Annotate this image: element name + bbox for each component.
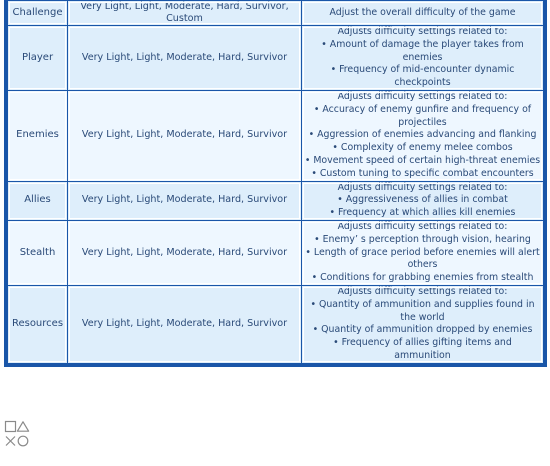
description-heading: Adjust the overall difficulty of the game bbox=[329, 7, 516, 18]
description-bullet: • Accuracy of enemy gunfire and frequency of projectiles bbox=[313, 103, 532, 128]
square-shape bbox=[6, 422, 16, 432]
setting-description-cell bbox=[302, 221, 543, 285]
description-bullet: • Frequency at which allies kill enemies bbox=[329, 207, 516, 219]
description-heading: Adjusts difficulty settings related to: bbox=[337, 181, 508, 193]
setting-levels-cell: Very Light, Light, Moderate, Hard, Survivor bbox=[68, 91, 301, 181]
cross-shape bbox=[6, 437, 15, 446]
setting-levels-cell: Very Light, Light, Moderate, Hard, Survivor bbox=[68, 221, 301, 285]
description-heading: Adjusts difficulty settings related to: bbox=[337, 90, 508, 102]
setting-name-cell: Challenge bbox=[8, 1, 67, 25]
table-row bbox=[8, 182, 543, 220]
setting-name-cell: Resources bbox=[8, 286, 67, 363]
table-row bbox=[8, 1, 543, 25]
description-bullet: • Frequency of allies gifting items and ammunition bbox=[333, 337, 512, 361]
table-row bbox=[8, 91, 543, 181]
setting-description-cell bbox=[302, 286, 543, 363]
description-bullet: • Frequency of mid-encounter dynamic checkpoints bbox=[330, 64, 515, 89]
description-bullet: • Amount of damage the player takes from enemies bbox=[321, 38, 524, 63]
table-body bbox=[8, 1, 543, 363]
description-bullet: • Conditions for grabbing enemies from stealth bbox=[311, 272, 534, 284]
setting-name-cell: Player bbox=[8, 26, 67, 90]
setting-name-cell: Enemies bbox=[8, 91, 67, 181]
description-heading: Adjusts difficulty settings related to: bbox=[337, 220, 508, 232]
setting-description-cell bbox=[302, 1, 543, 25]
description-bullet: • Aggression of enemies advancing and flanking bbox=[308, 129, 537, 141]
description-bullet: • Movement speed of certain high-threat enemies bbox=[304, 154, 541, 166]
setting-description-cell bbox=[302, 91, 543, 181]
setting-name-cell: Stealth bbox=[8, 221, 67, 285]
playstation-shapes-icon bbox=[4, 420, 34, 450]
description-bullet: • Complexity of enemy melee combos bbox=[332, 142, 513, 154]
setting-name-cell: Allies bbox=[8, 182, 67, 220]
difficulty-settings-table bbox=[7, 0, 544, 364]
description-heading: Adjusts difficulty settings related to: bbox=[337, 285, 508, 297]
table-row bbox=[8, 221, 543, 285]
setting-levels-cell: Very Light, Light, Moderate, Hard, Survivor bbox=[68, 26, 301, 90]
difficulty-table-wrapper bbox=[4, 0, 547, 367]
table-row bbox=[8, 286, 543, 363]
table-row bbox=[8, 26, 543, 90]
setting-levels-cell: Very Light, Light, Moderate, Hard, Survivor bbox=[68, 182, 301, 220]
description-bullet: • Quantity of ammunition dropped by enemies bbox=[312, 324, 533, 336]
setting-levels-cell: Very Light, Light, Moderate, Hard, Survivor bbox=[68, 286, 301, 363]
description-bullet: • Length of grace period before enemies will alert others bbox=[305, 246, 540, 271]
setting-description-cell bbox=[302, 182, 543, 220]
description-bullet: • Enemy’ s perception through vision, hearing bbox=[314, 233, 531, 245]
playstation-shapes-svg bbox=[4, 420, 34, 450]
description-heading: Adjusts difficulty settings related to: bbox=[337, 26, 508, 37]
triangle-shape bbox=[17, 422, 28, 431]
setting-description-cell bbox=[302, 26, 543, 90]
description-bullet: • Custom tuning to specific combat encounters bbox=[311, 167, 534, 179]
description-bullet: • Aggressiveness of allies in combat bbox=[337, 194, 508, 206]
description-bullet: • Quantity of ammunition and supplies found in the world bbox=[310, 298, 535, 323]
setting-levels-cell: Very Light, Light, Moderate, Hard, Survivor, Custom bbox=[68, 1, 301, 25]
circle-shape bbox=[18, 436, 28, 446]
